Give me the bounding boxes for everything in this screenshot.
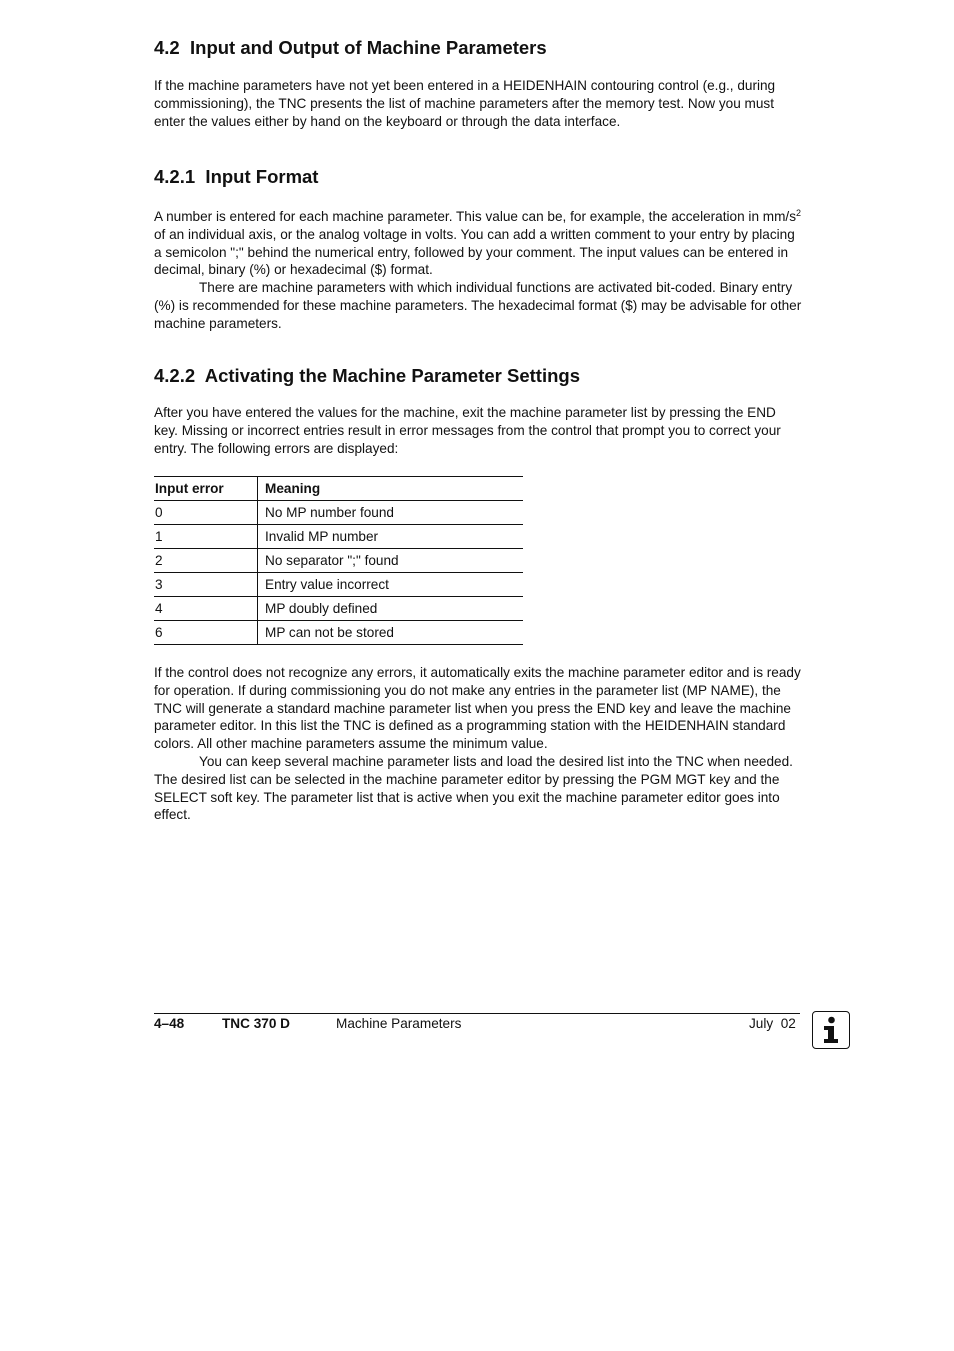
paragraph-text: of an individual axis, or the analog voltage in volts. You can add a written comment to your entry by placing a semicolon ";" behind the numerical entry, followed by your comment. The input values can be entered in decimal, binary (%) or hexadecimal ($) format. <box>154 226 795 278</box>
table-cell: MP doubly defined <box>258 597 524 621</box>
indented-paragraph: You can keep several machine parameter lists and load the desired list into the TNC when needed. The desired list can be selected in the machine parameter editor by pressing the PGM MGT key and the SELECT soft key. The parameter list that is active when you exit the machine parameter editor goes into effect. <box>154 753 793 823</box>
table-cell: MP can not be stored <box>258 621 524 645</box>
table-row <box>154 525 523 549</box>
footer-chapter: Machine Parameters <box>336 1016 462 1031</box>
footer-date: July 02 <box>749 1016 796 1031</box>
table-cell: 3 <box>154 573 258 597</box>
info-icon <box>812 1011 850 1049</box>
section-4-2-paragraph: If the machine parameters have not yet been entered in a HEIDENHAIN contouring control (e.g., during commissioning), the TNC presents the list of machine parameters after the memory test. Now you must enter the values either by hand on the keyboard or through the data interface. <box>154 78 776 129</box>
footer-product: TNC 370 D <box>222 1016 290 1031</box>
table-cell: Invalid MP number <box>258 525 524 549</box>
paragraph-text: A number is entered for each machine parameter. This value can be, for example, the acceleration in mm/s <box>154 209 797 224</box>
indented-paragraph: There are machine parameters with which individual functions are activated bit-coded. Binary entry (%) is recommended for these machine parameters. The hexadecimal format ($) may be advisable for other machine parameters. <box>154 280 802 331</box>
section-4-2-title: 4.2 Input and Output of Machine Parameters <box>154 37 547 58</box>
table-row <box>154 549 523 573</box>
table-row <box>154 501 523 525</box>
paragraph-text: If the control does not recognize any errors, it automatically exits the machine parameter editor and is ready for operation. If during commissioning you do not make any entries in the parameter list (MP NAME), the TNC will generate a standard machine parameter list when you press the END key and leave the machine parameter editor. In this list the TNC is defined as a programming station with the HEIDENHAIN standard colors. All other machine parameters assume the minimum value. <box>154 665 801 752</box>
table-cell: 6 <box>154 621 258 645</box>
superscript: 2 <box>796 208 802 218</box>
section-4-2-1-title: 4.2.1 Input Format <box>154 166 319 187</box>
section-4-2-2-after-table <box>154 664 802 824</box>
section-4-2-1-paragraph <box>154 205 802 333</box>
table-cell: 4 <box>154 597 258 621</box>
table-row <box>154 621 523 645</box>
input-error-table <box>154 476 523 645</box>
section-4-2-2-paragraph: After you have entered the values for the machine, exit the machine parameter list by pressing the END key. Missing or incorrect entries result in error messages from the control that prompt you to correct your entry. The following errors are displayed: <box>154 405 781 456</box>
table-cell: 1 <box>154 525 258 549</box>
table-row <box>154 597 523 621</box>
section-4-2-2-title: 4.2.2 Activating the Machine Parameter Settings <box>154 365 580 386</box>
table-cell: 2 <box>154 549 258 573</box>
table-row <box>154 573 523 597</box>
table-cell: No MP number found <box>258 501 524 525</box>
table-header-row <box>154 477 523 501</box>
table-cell: 0 <box>154 501 258 525</box>
column-header: Input error <box>154 477 258 501</box>
footer-page-number: 4–48 <box>154 1016 185 1031</box>
table-cell: No separator ";" found <box>258 549 524 573</box>
footer-rule <box>154 1013 800 1014</box>
column-header: Meaning <box>258 477 524 501</box>
table-cell: Entry value incorrect <box>258 573 524 597</box>
